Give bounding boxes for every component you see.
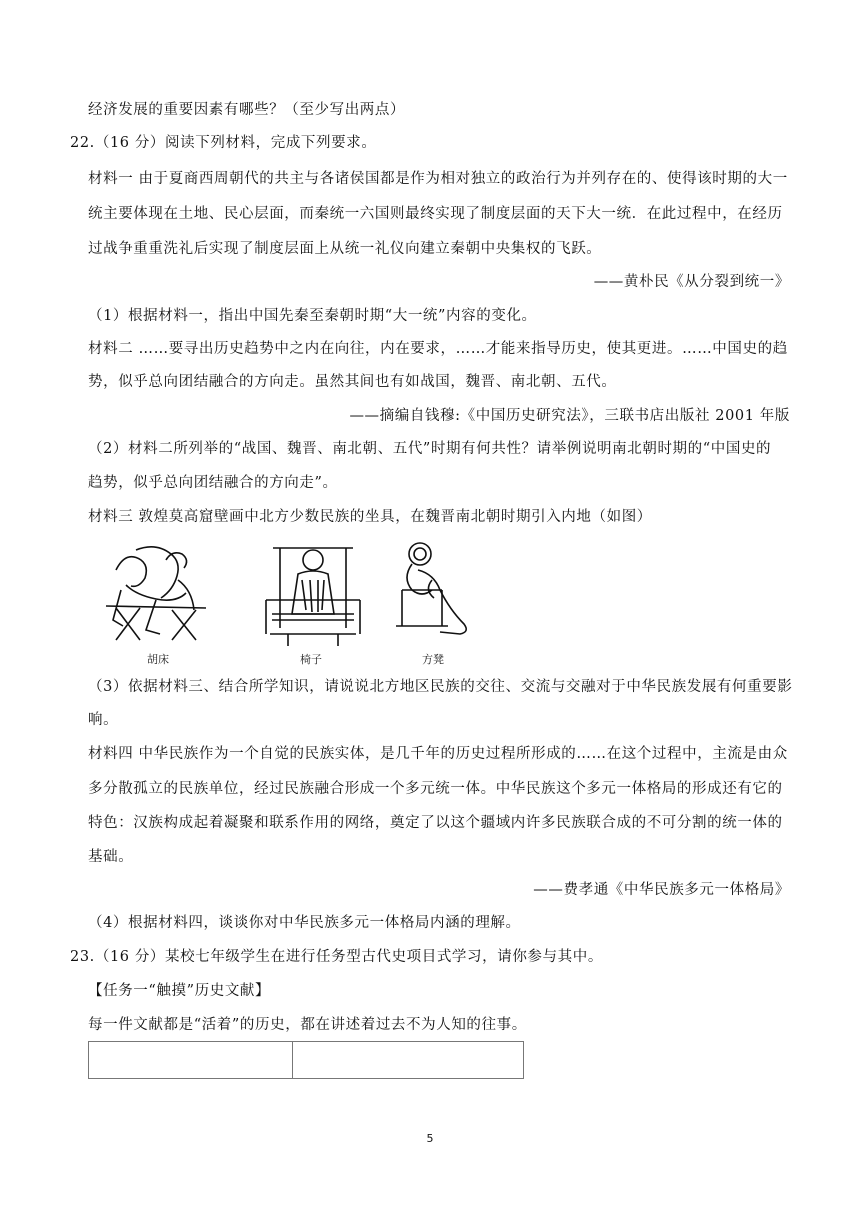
figure-caption: 胡床 [147, 653, 169, 666]
text-line: 响。 [88, 712, 119, 728]
chair-figure [258, 540, 368, 650]
citation: ——摘编自钱穆:《中国历史研究法》，三联书店出版社 2001 年版 [349, 408, 790, 424]
text-line: 趋势，似乎总向团结融合的方向走”。 [88, 475, 338, 491]
text-line: 经济发展的重要因素有哪些？（至少写出两点） [88, 102, 406, 118]
sub-question: （1）根据材料一，指出中国先秦至秦朝时期“大一统”内容的变化。 [88, 308, 537, 324]
text-line: 材料三 敦煌莫高窟壁画中北方少数民族的坐具，在魏晋南北朝时期引入内地（如图） [88, 509, 652, 525]
question-22-heading: 22.（16 分）阅读下列材料，完成下列要求。 [70, 135, 377, 151]
citation: ——费孝通《中华民族多元一体格局》 [533, 882, 790, 898]
hu-chuang-figure [96, 540, 216, 650]
task-heading: 【任务一“触摸”历史文献】 [88, 983, 271, 999]
text-line: 势，似乎总向团结融合的方向走。虽然其间也有如战国，魏晋、南北朝、五代。 [88, 374, 617, 390]
figure-caption: 椅子 [300, 653, 322, 666]
question-23-heading: 23.（16 分）某校七年级学生在进行任务型古代史项目式学习，请你参与其中。 [70, 949, 603, 965]
citation: ——黄朴民《从分裂到统一》 [593, 274, 790, 290]
text-line: 材料四 中华民族作为一个自觉的民族实体，是几千年的历史过程所形成的……在这个过程中，主流是由众 [88, 746, 788, 762]
fang-deng-figure [388, 540, 488, 650]
page-number: 5 [426, 1132, 434, 1145]
text-line: 基础。 [88, 849, 134, 865]
sub-question: （4）根据材料四，谈谈你对中华民族多元一体格局内涵的理解。 [88, 915, 521, 931]
text-line: 多分散孤立的民族单位，经过民族融合形成一个多元统一体。中华民族这个多元一体格局的形成还有它的 [88, 781, 783, 797]
sub-question: （2）材料二所列举的“战国、魏晋、南北朝、五代”时期有何共性？请举例说明南北朝时期的“中国史的 [88, 441, 772, 457]
sub-question: （3）依据材料三、结合所学知识，请说说北方地区民族的交往、交流与交融对于中华民族发展有何重要影 [88, 679, 793, 695]
text-line: 材料二 ……要寻出历史趋势中之内在向往，内在要求，……才能来指导历史，使其更进。……中国史的趋 [88, 341, 788, 357]
figure-caption: 方凳 [422, 653, 444, 666]
document-table [88, 1041, 524, 1079]
text-line: 过战争重重洗礼后实现了制度层面上从统一礼仪向建立秦朝中央集权的飞跃。 [88, 241, 602, 257]
text-line: 材料一 由于夏商西周朝代的共主与各诸侯国都是作为相对独立的政治行为并列存在的、使得该时期的大一 [88, 171, 788, 187]
text-line: 每一件文献都是“活着”的历史，都在讲述着过去不为人知的往事。 [88, 1017, 527, 1033]
table-cell [89, 1042, 293, 1079]
table-cell [293, 1042, 524, 1079]
text-line: 特色：汉族构成起着凝聚和联系作用的网络，奠定了以这个疆域内许多民族联合成的不可分割的统一体的 [88, 815, 783, 831]
text-line: 统主要体现在土地、民心层面，而秦统一六国则最终实现了制度层面的天下大一统．在此过程中，在经历 [88, 206, 783, 222]
